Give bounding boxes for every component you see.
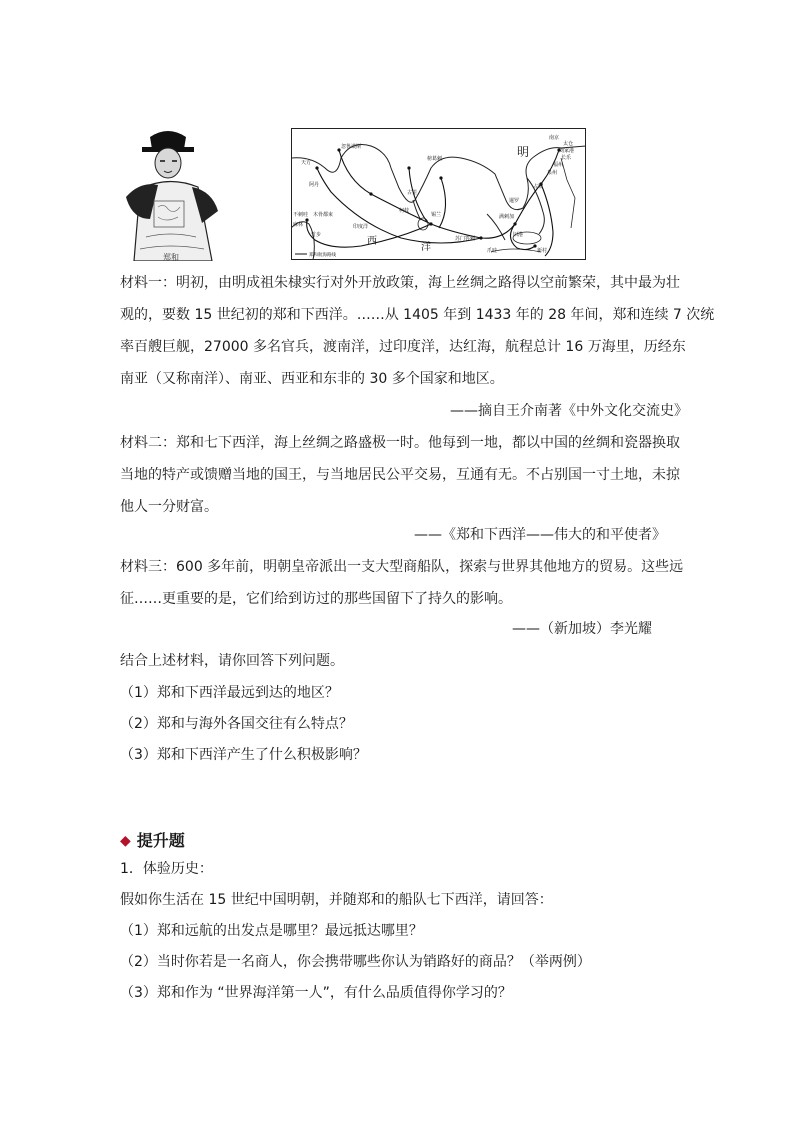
map-label-ceylon: 锡兰 <box>431 212 442 218</box>
material-3-source: ——（新加坡）李光耀 <box>512 621 652 637</box>
map-label-fuzhou: 福州 <box>553 162 564 168</box>
map-label-samudra: 苏门答剌 <box>455 236 476 242</box>
map-label-calicut: 古里 <box>407 190 418 196</box>
map-label-tianfang: 天方 <box>301 160 312 166</box>
map-label-liujiagang: 刘家港 <box>559 148 575 154</box>
material-2-line-1: 材料二：郑和七下西洋，海上丝绸之路盛极一时。他每到一地，都以中国的丝绸和瓷器换取 <box>120 435 680 451</box>
map-legend: 郑和航海路线 <box>309 253 336 258</box>
map-label-quanzhou: 泉州 <box>547 170 558 176</box>
diamond-bullet-icon: ◆ <box>120 833 131 849</box>
map-label-ming: 明 <box>517 145 530 159</box>
map-label-taicang: 太仓 <box>563 141 574 147</box>
map-label-bengal: 榜葛剌 <box>427 156 443 162</box>
questions-intro: 结合上述材料，请你回答下列问题。 <box>120 653 344 669</box>
map-label-siam: 暹罗 <box>509 198 520 204</box>
map-label-nanjing: 南京 <box>549 135 560 141</box>
material-3-line-2: 征……更重要的是，它们给到访过的那些国留下了持久的影响。 <box>120 591 512 607</box>
map-label-ocean: 印度洋 <box>353 224 369 230</box>
map-label-zhubu: 竹步 <box>311 232 322 238</box>
material-1-line-2: 观的，要数 15 世纪初的郑和下西洋。……从 1405 年到 1433 年的 28 年间，郑和连续 7 次统 <box>120 307 715 323</box>
map-label-java: 爪哇 <box>487 248 498 254</box>
map-label-yang: 洋 <box>421 242 431 253</box>
map-label-xicun: 新村 <box>537 248 548 254</box>
map-label-hormuz: 忽鲁谟斯 <box>341 144 362 150</box>
material-1-line-4: 南亚（又称南洋）、南亚、西亚和东非的 30 多个国家和地区。 <box>120 371 504 387</box>
material-1-source: ——摘自王介南著《中外文化交流史》 <box>450 403 688 419</box>
map-label-champa: 占城 <box>533 184 544 190</box>
question-2: （2）郑和与海外各国交往有么特点？ <box>120 716 353 732</box>
material-1-line-1: 材料一：明初，由明成祖朱棣实行对外开放政策，海上丝绸之路得以空前繁荣，其中最为壮 <box>120 275 680 291</box>
map-label-xi: 西 <box>367 236 377 247</box>
material-2-line-2: 当地的特产或馈赠当地的国王，与当地居民公平交易，互通有无。不占别国一寸土地，未掠 <box>120 467 680 483</box>
map-label-mogadishu: 木骨都束 <box>313 212 334 218</box>
question-3: （3）郑和下西洋产生了什么积极影响？ <box>120 747 367 763</box>
map-label-malindi: 麻林 <box>293 222 304 228</box>
material-2-source: ——《郑和下西洋——伟大的和平使者》 <box>414 527 666 543</box>
map-label-aden: 阿丹 <box>309 182 320 188</box>
material-3-line-1: 材料三：600 多年前，明朝皇帝派出一支大型商船队，探索与世界其他地方的贸易。这些远 <box>120 559 684 575</box>
advanced-intro: 假如你生活在 15 世纪中国明朝，并随郑和的船队七下西洋，请回答： <box>120 892 553 908</box>
advanced-item-title: 1．体验历史： <box>120 861 213 877</box>
map-label-changle: 长乐 <box>561 155 572 161</box>
map-label-cochin: 柯枝 <box>399 208 410 214</box>
advanced-question-3: （3）郑和作为 “世界海洋第一人”，有什么品质值得你学习的？ <box>120 985 512 1001</box>
portrait-caption: 郑和 <box>163 253 179 262</box>
zheng-he-portrait <box>120 127 223 261</box>
map-label-jiujiang: 旧港 <box>513 232 524 238</box>
voyage-route-map <box>291 128 586 260</box>
material-1-line-3: 率百艘巨舰，27000 多名官兵，渡南洋，过印度洋，达红海，航程总计 16 万海里，历经东 <box>120 339 686 355</box>
map-label-malacca: 满剌加 <box>499 214 515 220</box>
advanced-heading-text: 提升题 <box>136 831 185 850</box>
advanced-section-heading <box>120 828 185 851</box>
advanced-question-2: （2）当时你若是一名商人，你会携带哪些你认为销路好的商品？（举两例） <box>120 954 591 970</box>
map-label-brava: 不刺哇 <box>293 212 309 218</box>
question-1: （1）郑和下西洋最远到达的地区？ <box>120 685 339 701</box>
material-2-line-3: 他人一分财富。 <box>120 499 218 515</box>
advanced-question-1: （1）郑和远航的出发点是哪里？最远抵达哪里？ <box>120 923 423 939</box>
